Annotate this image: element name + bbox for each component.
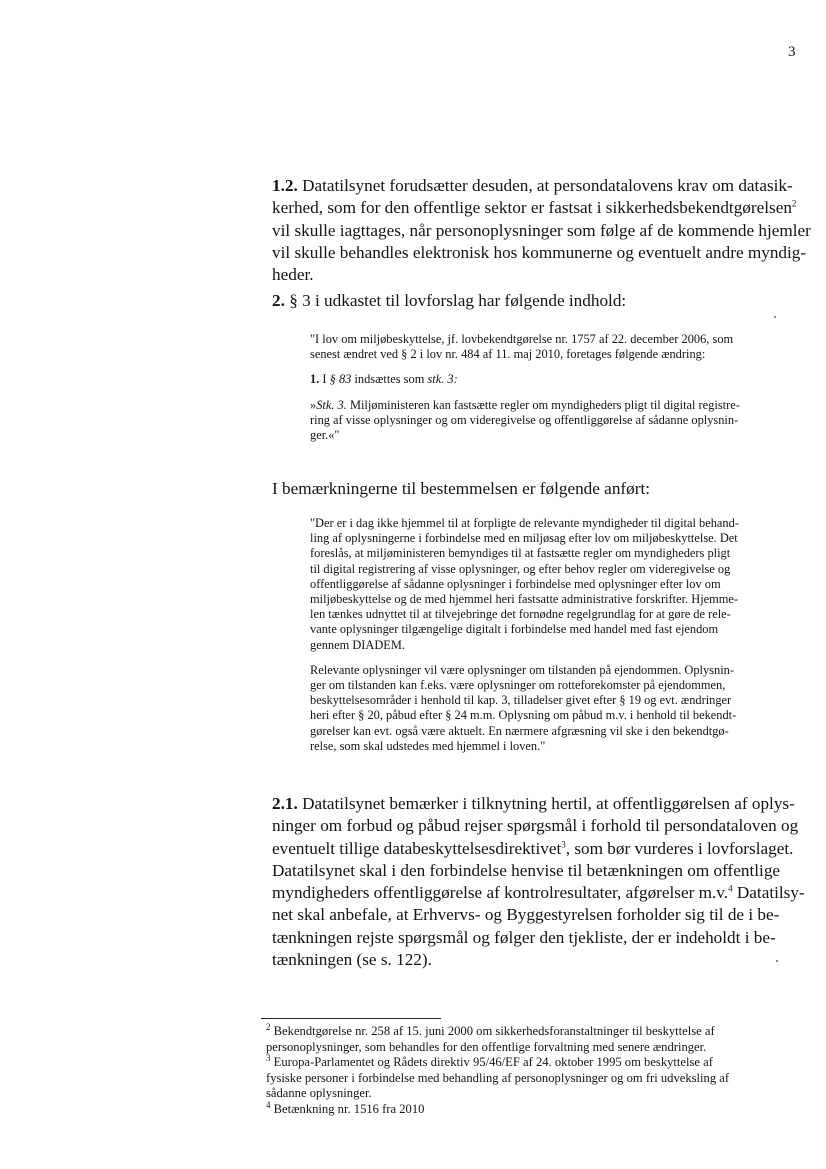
quote-2-paragraph-2: Relevante oplysninger vil være oplysninger om tilstanden på ejendommen. Oplysnin- ger om tilstanden kan f.eks. være oplysninger om rotteforekomster på ejendommen, beskyttelsesområder i henhold til kap. 3, tilladelser givet efter § 19 og evt. ændringer heri efter § 20, påbud efter § 24 m.m. Oplysning om påbud m.v. i henhold til bekendt- gørelser kan evt. også være aktuelt. En nærmere afgræsning vil ske i den bekendtgø- relse, som skal udstedes med hjemmel i loven." (310, 662, 737, 753)
footnote-3-cont: sådanne oplysninger. (266, 1086, 372, 1101)
footnote-separator (261, 1018, 441, 1019)
quote-block-1 (310, 332, 800, 443)
footnote-ref: 2 (791, 198, 797, 209)
footnotes (266, 1021, 806, 1118)
section-1-2-line-2: kerhed, som for den offentlige sektor er fastsat i sikkerhedsbekendtgørelsen$^2$ (272, 198, 797, 218)
section-1-2-line-1: 1.2. Datatilsynet forudsætter desuden, at persondatalovens krav om datasik- (272, 176, 793, 195)
section-2-heading (272, 290, 626, 312)
footnote-ref: 3 (561, 838, 566, 849)
section-number: 1.2. (272, 176, 298, 195)
page-number: 3 (788, 44, 796, 60)
remarks-intro: I bemærkningerne til bestemmelsen er følgende anført: (272, 479, 650, 498)
footnote-ref: 4 (728, 883, 733, 894)
footnote-2: $^2$ Bekendtgørelse nr. 258 af 15. juni 2000 om sikkerhedsforanstaltninger til beskyttelse af (266, 1021, 715, 1038)
footnote-3: $^3$ Europa-Parlamentet og Rådets direktiv 95/46/EF af 24. oktober 1995 om beskyttelse af (266, 1053, 713, 1070)
quote-block-2 (310, 516, 800, 754)
footnote-3-cont: fysiske personer i forbindelse med behandling af personoplysninger og om fri udveksling af (266, 1070, 730, 1085)
scan-speck (776, 960, 778, 962)
quote-1-amendment-line: 1. I § 83 indsættes som stk. 3: (310, 372, 458, 387)
section-2-1-line-2: ninger om forbud og påbud rejser spørgsmål i forhold til persondataloven og (272, 816, 799, 836)
section-2-1-line-8: tænkningen (se s. 122). (272, 950, 432, 970)
section-2-1-line-1: 2.1. Datatilsynet bemærker i tilknytning hertil, at offentliggørelsen af oplys- (272, 794, 795, 813)
scan-speck (774, 316, 776, 318)
section-2-1-line-3: eventuelt tillige databeskyttelsesdirektivet$^3$, som bør vurderes i lovforslaget. (272, 838, 794, 858)
section-2-1-line-7: tænkningen rejste spørgsmål og følger den tjekliste, der er indeholdt i be- (272, 927, 776, 947)
section-number: 2. (272, 291, 285, 310)
section-2-text: § 3 i udkastet til lovforslag har følgende indhold: (289, 291, 627, 310)
quote-1-paragraph-1: "I lov om miljøbeskyttelse, jf. lovbekendtgørelse nr. 1757 af 22. december 2006, som senest ændret ved § 2 i lov nr. 484 af 11. maj 2010, foretages følgende ændring: (310, 332, 734, 362)
section-1-2-line-3: vil skulle iagttages, når personoplysninger som følge af de kommende hjemler (272, 220, 811, 240)
quote-2-paragraph-1: "Der er i dag ikke hjemmel til at forpligte de relevante myndigheder til digital behand- ling af oplysningerne i forbindelse med en miljøsag efter lov om miljøbeskyttelse. Det foreslås, at miljøministeren bemyndiges til at fastsætte regler om myndigheders pligt til digital registrering af visse oplysninger, og efter behov regler om videregivelse og offentliggørelse af sådanne oplysninger i forbindelse med oplysninger efter lov om miljøbeskyttelse og de med hjemmel heri fastsatte administrative forskrifter. Hjemme- len tænkes udnyttet til at tilvejebringe det fornødne regelgrundlag for at gøre de rele- vante oplysninger tilgængelige digitalt i forbindelse med handel med fast ejendom gennem DIADEM. (310, 516, 739, 652)
quote-1-paragraph-3: »Stk. 3. Miljøministeren kan fastsætte regler om myndigheders pligt til digital registre- ring af visse oplysninger og om videregivelse og offentliggørelse af sådanne oplysnin- ger.«" (310, 397, 740, 443)
section-1-2-line-4: vil skulle behandles elektronisk hos kommunerne og eventuelt andre myndig- (272, 242, 807, 262)
section-1-2-line-5: heder. (272, 265, 314, 285)
footnote-4: $^4$ Betænkning nr. 1516 fra 2010 (266, 1099, 425, 1116)
section-2-1 (272, 793, 805, 971)
section-number: 2.1. (272, 794, 298, 813)
section-2-1-line-5: myndigheders offentliggørelse af kontrolresultater, afgørelser m.v.$^4$ Datatilsy- (272, 883, 805, 903)
section-2-1-line-4: Datatilsynet skal i den forbindelse henvise til betænkningen om offentlige (272, 860, 781, 880)
footnote-2-cont: personoplysninger, som behandles for den offentlige forvaltning med senere ændringer. (266, 1039, 707, 1054)
section-2-1-line-6: net skal anbefale, at Erhvervs- og Byggestyrelsen forholder sig til de i be- (272, 905, 780, 925)
section-1-2 (272, 175, 812, 286)
